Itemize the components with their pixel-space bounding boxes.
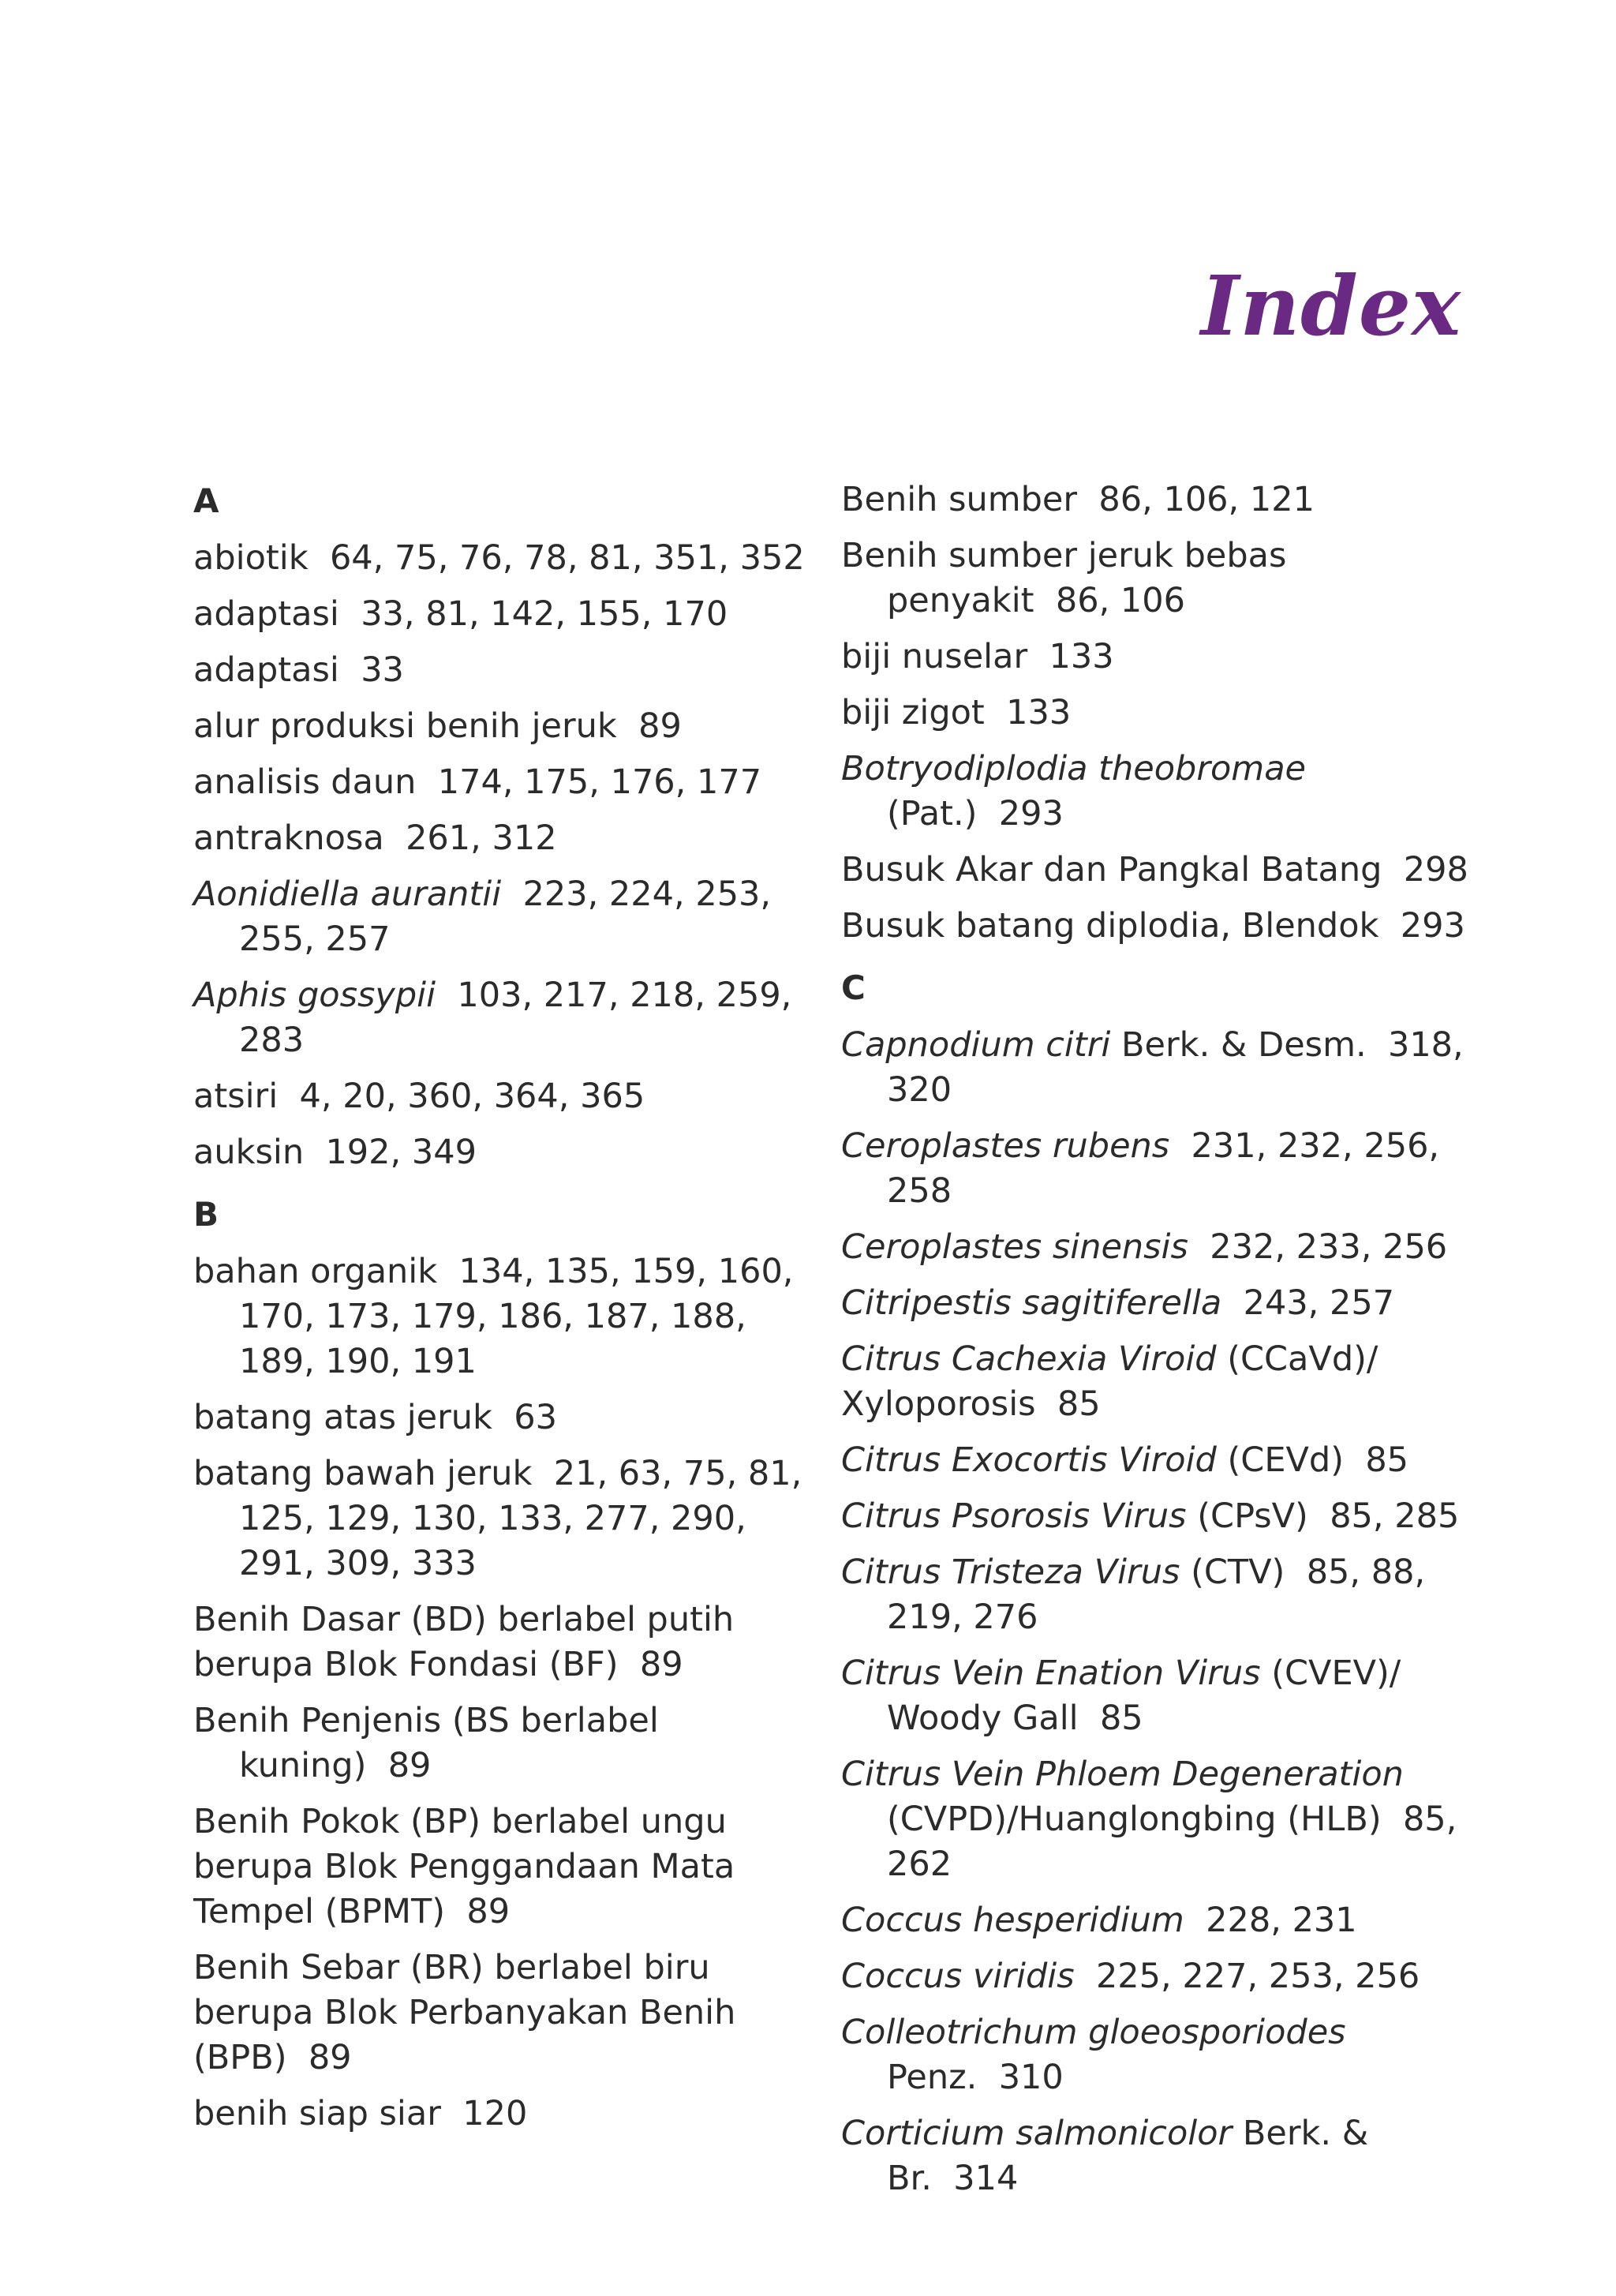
entry-pages: 21, 63, 75, 81, 125, 129, 130, 133, 277, 290, 291, 309, 333 (239, 1454, 802, 1583)
entry-term: Capnodium citri (841, 1025, 1111, 1065)
index-entry (841, 1225, 1472, 1270)
entry-pages: 298 (1403, 850, 1468, 890)
entry-term: alur produksi benih jeruk (193, 706, 617, 746)
entry-term: Citrus Cachexia Viroid (841, 1339, 1217, 1379)
index-entry (841, 1023, 1472, 1113)
entry-pages: 85, 88, 219, 276 (887, 1553, 1426, 1637)
entry-term-suffix: (CCaVd)/ Xyloporosis (841, 1339, 1378, 1424)
entry-term: Citripestis sagitiferella (841, 1283, 1222, 1323)
entry-term: Citrus Vein Phloem Degeneration (841, 1755, 1404, 1794)
index-entry (841, 534, 1472, 624)
entry-pages: 33, 81, 142, 155, 170 (361, 594, 728, 634)
entry-term: Benih Dasar (BD) berlabel putih berupa Blok Fondasi (BF) (193, 1600, 735, 1684)
index-entry (193, 1699, 809, 1788)
entry-term: adaptasi (193, 650, 339, 690)
entry-pages: 120 (462, 2094, 528, 2133)
entry-pages: 192, 349 (325, 1133, 477, 1172)
entry-pages: 4, 20, 360, 364, 365 (299, 1077, 645, 1116)
entry-pages: 89 (466, 1892, 511, 1931)
entry-pages: 133 (1006, 693, 1072, 732)
index-entry (193, 1395, 809, 1440)
entry-pages: 86, 106, 121 (1098, 480, 1315, 519)
index-entry (193, 760, 809, 805)
index-entry (193, 1946, 809, 2081)
entry-pages: 261, 312 (406, 818, 557, 858)
index-entry (841, 478, 1472, 522)
entry-term: Citrus Exocortis Viroid (841, 1440, 1217, 1480)
entry-term-suffix: Berk. & Desm. (1110, 1025, 1367, 1065)
entry-term-suffix: Berk. & Br. (887, 2114, 1369, 2198)
entry-term: adaptasi (193, 594, 339, 634)
entry-term: biji nuselar (841, 637, 1028, 676)
entry-term: Benih sumber (841, 480, 1078, 519)
index-entry (193, 1451, 809, 1586)
index-entry (841, 1438, 1472, 1483)
entry-pages: 232, 233, 256 (1210, 1227, 1448, 1267)
index-column-right (841, 478, 1472, 2212)
section-letter-c: C (841, 968, 866, 1007)
entry-term-suffix: (CEVd) (1216, 1440, 1344, 1480)
entry-pages: 63 (514, 1398, 557, 1437)
index-entry (193, 1597, 809, 1687)
entry-term-suffix: (Pat.) (887, 794, 978, 833)
index-entry (841, 1651, 1472, 1741)
entry-term: Busuk Akar dan Pangkal Batang (841, 850, 1382, 890)
entry-pages: 225, 227, 253, 256 (1095, 1957, 1420, 1996)
entry-term: Aphis gossypii (193, 976, 436, 1015)
entry-term: Ceroplastes sinensis (841, 1227, 1188, 1267)
entry-pages: 243, 257 (1243, 1283, 1395, 1323)
index-entry (193, 1130, 809, 1175)
index-entry (193, 536, 809, 581)
entry-term-suffix: (CVEV)/ Woody Gall (887, 1654, 1401, 1738)
index-column-left (193, 478, 809, 2148)
entry-term: biji zigot (841, 693, 985, 732)
entry-pages: 85 (1057, 1384, 1101, 1424)
entry-pages: 318, 320 (887, 1025, 1464, 1110)
entry-term: Corticium salmonicolor (841, 2114, 1233, 2153)
index-entry (193, 648, 809, 693)
entry-term: Benih sumber jeruk bebas penyakit (841, 536, 1287, 620)
index-entry (193, 704, 809, 749)
index-entry (841, 691, 1472, 736)
entry-term: Botryodiplodia theobromae (841, 749, 1307, 788)
index-entry (193, 973, 809, 1063)
entry-term: benih siap siar (193, 2094, 441, 2133)
entry-pages: 314 (953, 2159, 1019, 2198)
entry-term: batang bawah jeruk (193, 1454, 533, 1493)
entry-pages: 64, 75, 76, 78, 81, 351, 352 (329, 538, 805, 578)
index-entry (193, 1074, 809, 1119)
index-entry (841, 1898, 1472, 1943)
entry-term: atsiri (193, 1077, 279, 1116)
entry-term: Coccus viridis (841, 1957, 1075, 1996)
index-entry (193, 872, 809, 962)
index-entry (841, 1752, 1472, 1887)
index-entry (841, 848, 1472, 893)
entry-term: batang atas jeruk (193, 1398, 492, 1437)
entry-term: antraknosa (193, 818, 384, 858)
index-entry (841, 1124, 1472, 1214)
entry-pages: 89 (638, 706, 682, 746)
entry-pages: 85 (1365, 1440, 1409, 1480)
index-entry (841, 747, 1472, 837)
entry-term: Citrus Tristeza Virus (841, 1553, 1180, 1592)
entry-term: Busuk batang diplodia, Blendok (841, 906, 1379, 946)
entry-term-suffix: (CTV) (1180, 1553, 1285, 1592)
entry-pages: 134, 135, 159, 160, 170, 173, 179, 186, 187, 188, 189, 190, 191 (239, 1252, 794, 1381)
index-entry (193, 592, 809, 637)
entry-term: Benih Penjenis (BS berlabel kuning) (193, 1701, 659, 1785)
entry-pages: 103, 217, 218, 259, 283 (239, 976, 792, 1060)
entry-pages: 33 (361, 650, 404, 690)
index-entry (841, 1550, 1472, 1640)
index-entry (841, 1337, 1472, 1427)
index-entry (193, 1800, 809, 1935)
entry-term: bahan organik (193, 1252, 438, 1291)
entry-term-suffix: (CPsV) (1186, 1496, 1308, 1536)
entry-term: analisis daun (193, 762, 417, 802)
entry-term: Colleotrichum gloeosporiodes (841, 2013, 1346, 2052)
index-entry (841, 2111, 1472, 2201)
entry-pages: 89 (639, 1645, 683, 1684)
entry-term: Citrus Vein Enation Virus (841, 1654, 1261, 1693)
section-letter-a: A (193, 481, 219, 520)
entry-term: Benih Pokok (BP) berlabel ungu berupa Blok Penggandaan Mata Tempel (BPMT) (193, 1802, 735, 1931)
entry-term: Coccus hesperidium (841, 1901, 1184, 1940)
index-entry (193, 816, 809, 861)
section-letter-b: B (193, 1195, 219, 1234)
entry-term-suffix: (CVPD)/Huanglongbing (HLB) (887, 1800, 1382, 1839)
index-entry (193, 1249, 809, 1384)
entry-term-suffix: Penz. (887, 2058, 978, 2097)
entry-pages: 223, 224, 253, 255, 257 (239, 875, 772, 959)
entry-term: Benih Sebar (BR) berlabel biru berupa Blok Perbanyakan Benih (BPB) (193, 1948, 736, 2077)
entry-term: abiotik (193, 538, 309, 578)
entry-pages: 85, 262 (887, 1800, 1457, 1884)
entry-term: auksin (193, 1133, 305, 1172)
entry-term: Aonidiella aurantii (193, 875, 502, 914)
index-entry (841, 1281, 1472, 1326)
entry-pages: 85 (1099, 1699, 1143, 1738)
entry-pages: 133 (1049, 637, 1114, 676)
index-entry (841, 2010, 1472, 2100)
entry-pages: 228, 231 (1206, 1901, 1357, 1940)
index-entry (193, 2092, 809, 2137)
entry-pages: 231, 232, 256, 258 (887, 1126, 1440, 1211)
entry-pages: 310 (998, 2058, 1064, 2097)
index-entry (841, 635, 1472, 680)
entry-pages: 293 (1400, 906, 1465, 946)
entry-pages: 89 (308, 2038, 352, 2077)
entry-pages: 293 (998, 794, 1064, 833)
entry-pages: 89 (387, 1746, 432, 1785)
entry-pages: 174, 175, 176, 177 (437, 762, 762, 802)
index-entry (841, 904, 1472, 949)
index-entry (841, 1954, 1472, 1999)
entry-pages: 85, 285 (1330, 1496, 1460, 1536)
index-entry (841, 1494, 1472, 1539)
entry-pages: 86, 106 (1055, 581, 1185, 620)
page-title: Index (1200, 257, 1461, 354)
entry-term: Citrus Psorosis Virus (841, 1496, 1187, 1536)
entry-term: Ceroplastes rubens (841, 1126, 1170, 1166)
